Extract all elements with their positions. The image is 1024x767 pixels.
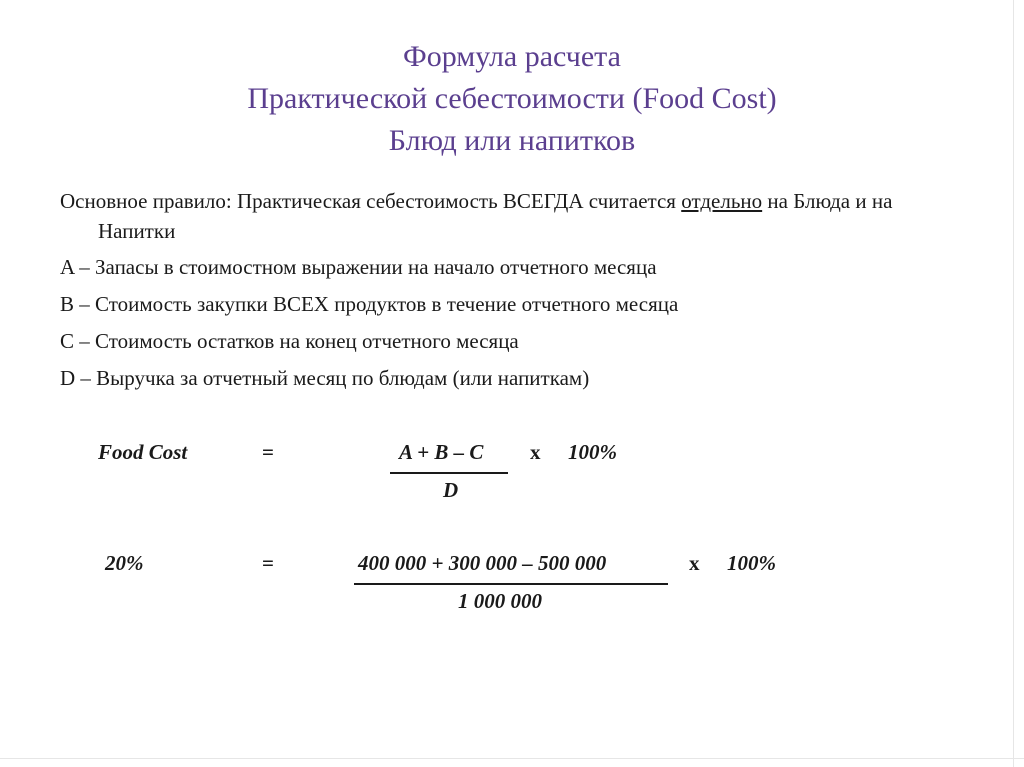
example-fraction-bar <box>354 583 668 585</box>
example-times: x <box>689 551 700 575</box>
rule-prefix: Основное правило: Практическая себестоимость ВСЕГДА считается <box>60 189 682 213</box>
example-numerator: 400 000 + 300 000 – 500 000 <box>358 551 607 575</box>
title-line-1: Формула расчета <box>403 40 621 73</box>
formula-times: x <box>530 440 541 464</box>
definition-d: D – Выручка за отчетный месяц по блюдам (или напиткам) <box>60 366 590 390</box>
example-lhs: 20% <box>105 551 144 575</box>
slide-body <box>60 186 970 400</box>
formula-fraction-bar <box>390 472 508 474</box>
formula-numerator: A + B – C <box>399 440 484 464</box>
formula-lhs: Food Cost <box>98 440 188 464</box>
basic-rule <box>60 186 970 246</box>
definition-a: A – Запасы в стоимостном выражении на начало отчетного месяца <box>60 255 657 279</box>
formula-denominator: D <box>443 478 459 502</box>
formula-percent: 100% <box>568 440 617 464</box>
title-line-2: Практической себестоимости (Food Cost) <box>247 82 777 115</box>
rule-suffix: на Блюда и на Напитки <box>98 189 893 243</box>
example-equals: = <box>262 551 274 575</box>
formula-equals: = <box>262 440 274 464</box>
example-percent: 100% <box>727 551 776 575</box>
rule-underlined-word: отдельно <box>681 189 763 213</box>
slide-frame-bottom <box>0 758 1024 765</box>
example-denominator: 1 000 000 <box>458 589 542 613</box>
title-line-3: Блюд или напитков <box>388 124 636 157</box>
definition-c: C – Стоимость остатков на конец отчетного месяца <box>60 329 519 353</box>
definition-b: B – Стоимость закупки ВСЕХ продуктов в течение отчетного месяца <box>60 292 679 316</box>
slide-title <box>0 36 1024 162</box>
